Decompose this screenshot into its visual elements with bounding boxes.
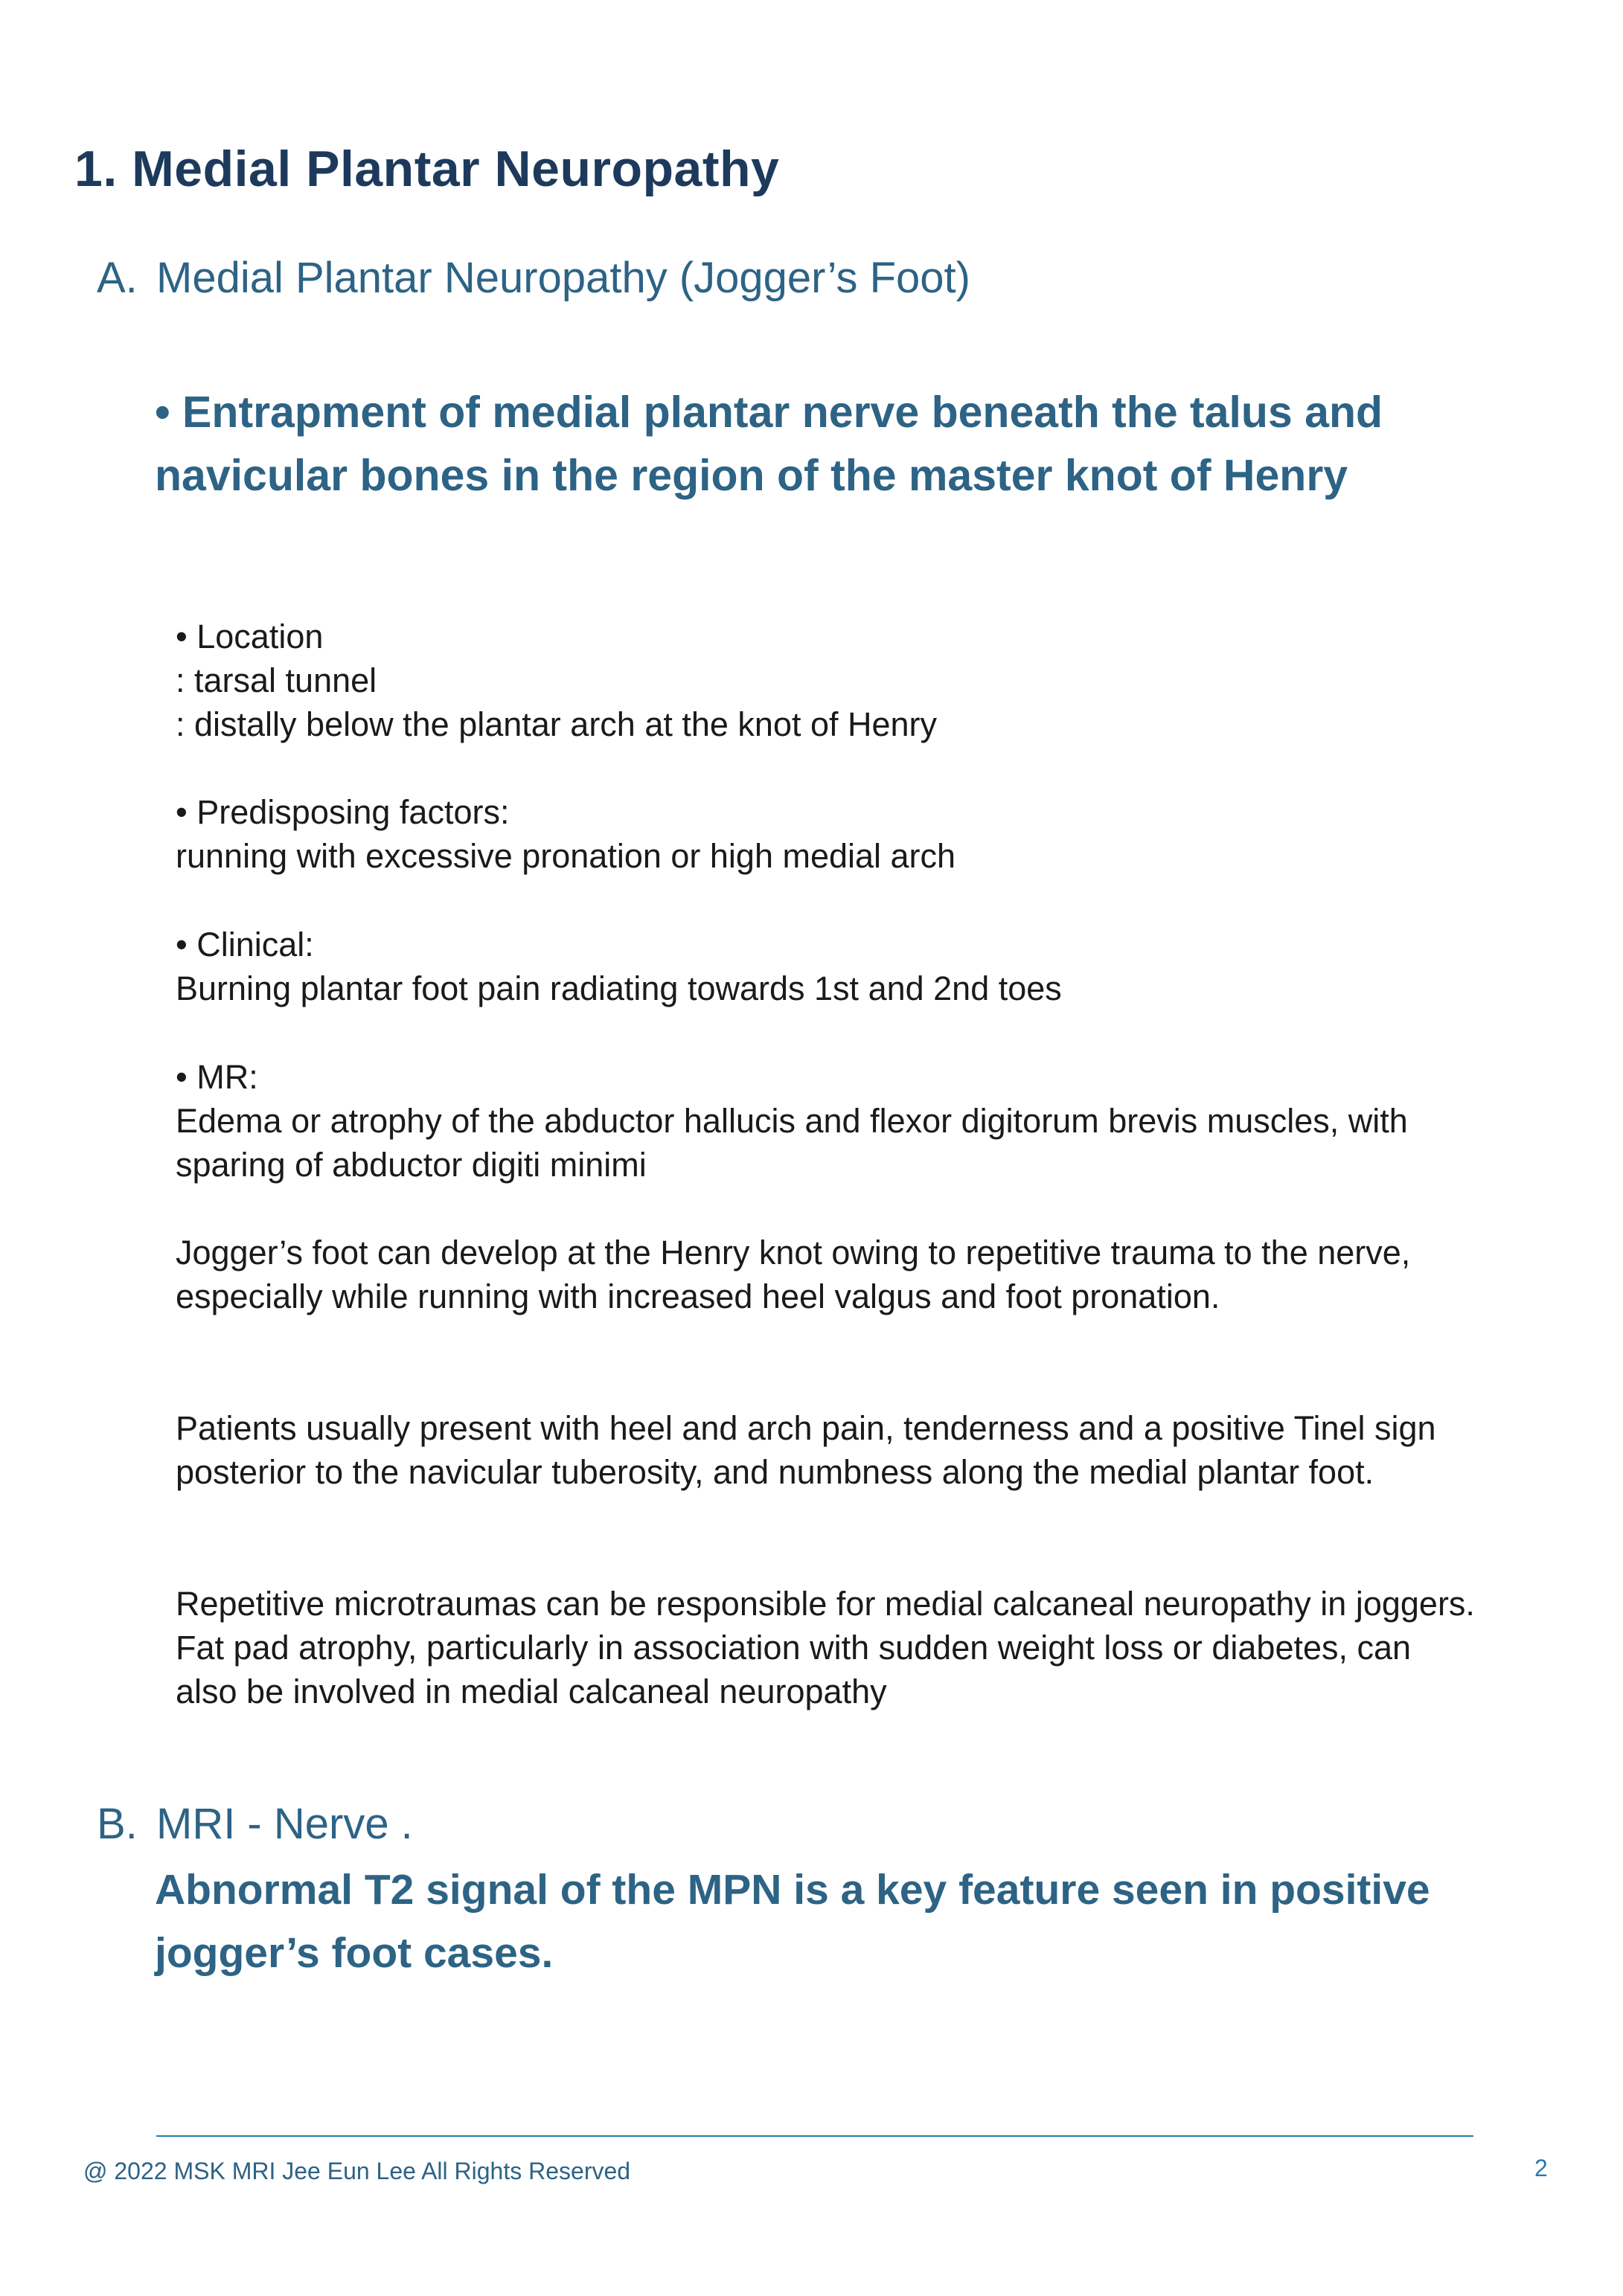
paragraph-4: Fat pad atrophy, particularly in association with sudden weight loss or diabetes, can also be involved in medial calcaneal neuropathy (176, 1629, 1412, 1710)
clinical-text: Burning plantar foot pain radiating towards 1st and 2nd toes (176, 969, 1062, 1007)
page-title: 1. Medial Plantar Neuropathy (74, 141, 780, 197)
paragraph-microtraumas (176, 1582, 1575, 1713)
mr-label: • MR: (176, 1058, 258, 1096)
footer-divider (156, 2135, 1473, 2137)
section-b-heading-text: MRI - Nerve . (156, 1800, 413, 1848)
location-line-1: : tarsal tunnel (176, 661, 377, 699)
page-number: 2 (1534, 2155, 1548, 2181)
location-block (176, 615, 1590, 746)
footer-copyright: @ 2022 MSK MRI Jee Eun Lee All Rights Reserved (83, 2158, 631, 2184)
section-b-letter: B. (97, 1800, 138, 1848)
mr-block (176, 1055, 1500, 1187)
paragraph-1: Jogger’s foot can develop at the Henry knot owing to repetitive trauma to the nerve, especially while running with increased heel valgus and foot pronation. (176, 1234, 1411, 1315)
section-a-heading-text: Medial Plantar Neuropathy (Jogger’s Foot) (156, 254, 970, 302)
key-point: • Entrapment of medial plantar nerve beneath the talus and navicular bones in the region of the master knot of Henry (155, 388, 1383, 500)
location-line-2: : distally below the plantar arch at the knot of Henry (176, 705, 938, 743)
location-label: • Location (176, 618, 324, 655)
section-b-heading (97, 1799, 413, 1849)
section-a-letter: A. (97, 254, 138, 302)
clinical-block (176, 923, 1590, 1010)
paragraph-joggers-foot (176, 1231, 1508, 1318)
mr-text: Edema or atrophy of the abductor hallucis and flexor digitorum brevis muscles, with sparing of abductor digiti minimi (176, 1102, 1408, 1184)
paragraph-2: Patients usually present with heel and arch pain, tenderness and a positive Tinel sign posterior to the navicular tuberosity, and numbness along the medial plantar foot. (176, 1409, 1436, 1491)
predisposing-text: running with excessive pronation or high medial arch (176, 837, 956, 875)
clinical-label: • Clinical: (176, 926, 314, 963)
paragraph-patients (176, 1406, 1530, 1494)
paragraph-3: Repetitive microtraumas can be responsible for medial calcaneal neuropathy in joggers. (176, 1585, 1475, 1623)
predisposing-label: • Predisposing factors: (176, 793, 510, 831)
predisposing-block (176, 790, 1590, 878)
section-b-text: Abnormal T2 signal of the MPN is a key feature seen in positive jogger’s foot cases. (155, 1866, 1430, 1977)
section-a-heading (97, 253, 970, 303)
